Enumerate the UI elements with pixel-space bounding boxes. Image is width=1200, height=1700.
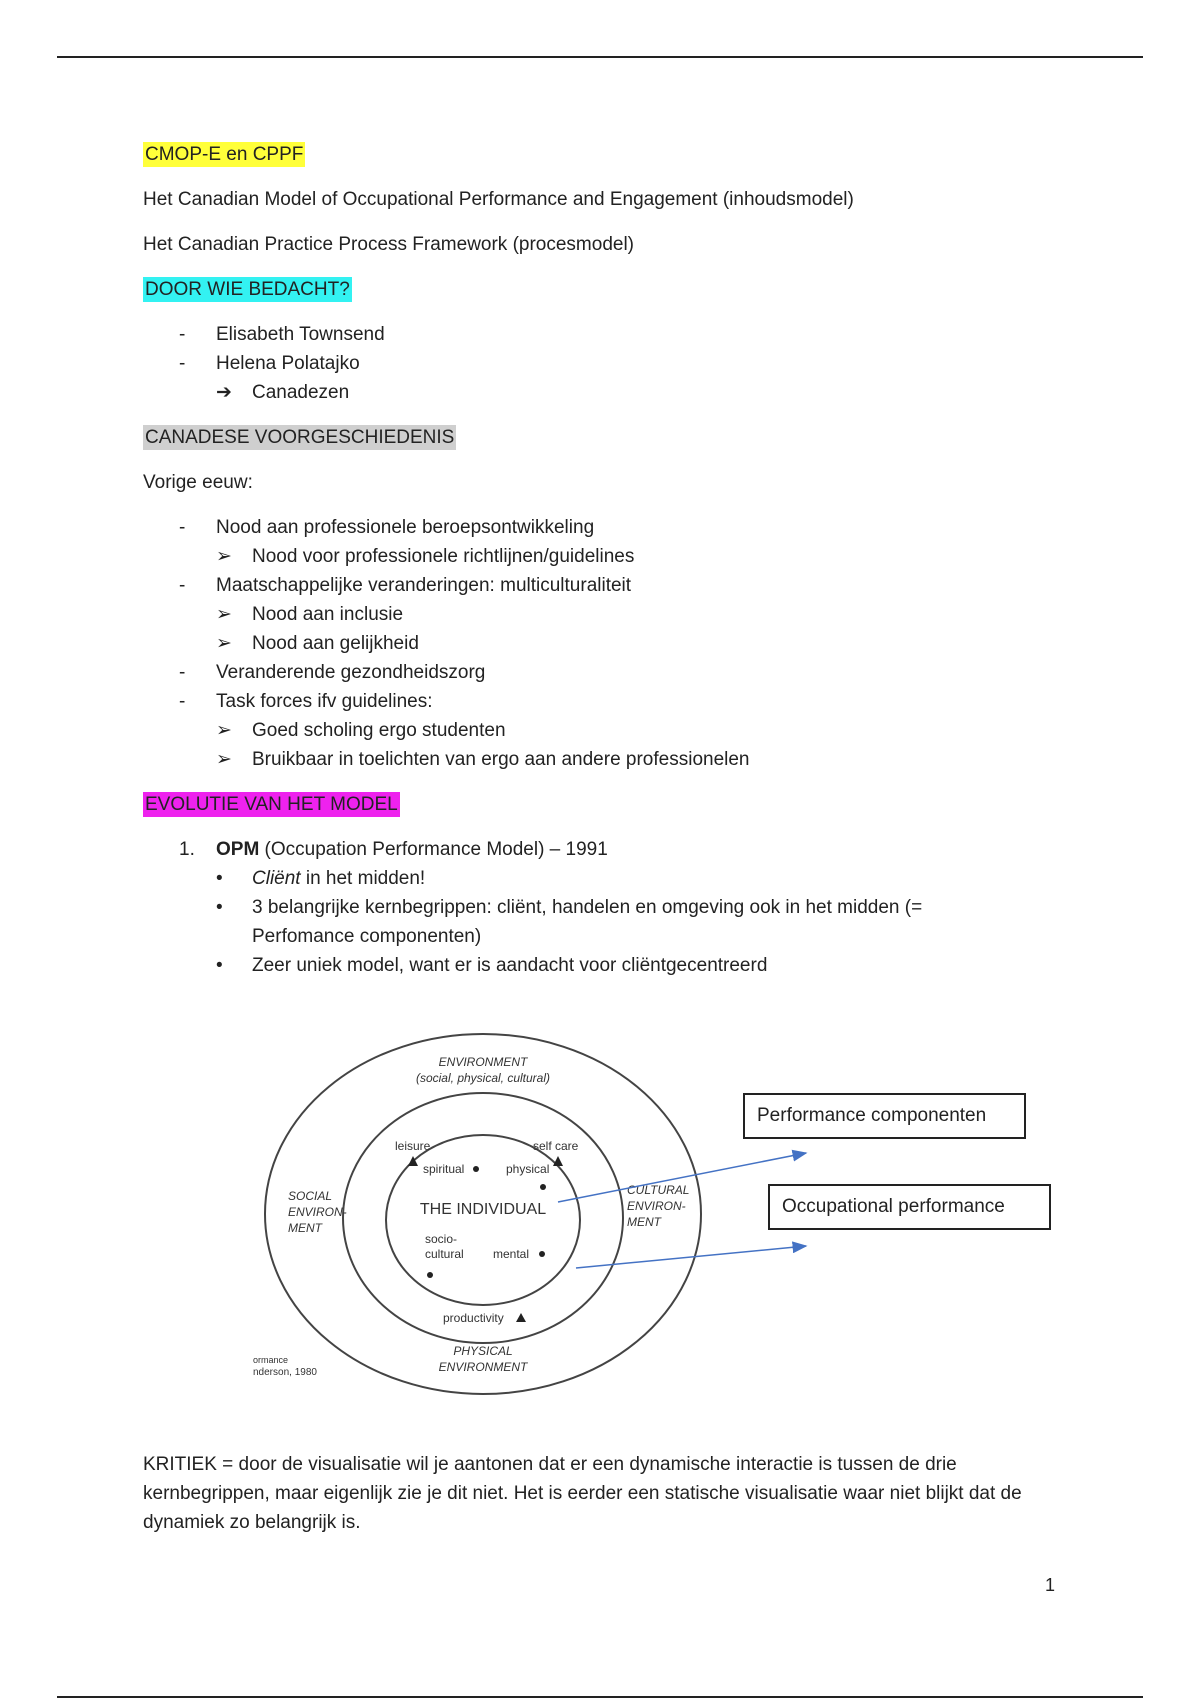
label-spiritual: spiritual xyxy=(423,1162,465,1176)
label-cultural: cultural xyxy=(425,1247,464,1261)
authors-list xyxy=(143,320,1083,407)
list-item: - Veranderende gezondheidszorg xyxy=(179,662,486,683)
triangle-icon xyxy=(553,1156,563,1166)
label-social-env-1: SOCIAL xyxy=(288,1189,333,1203)
footer-rule xyxy=(57,1696,1143,1698)
bullet-icon: • xyxy=(216,897,223,918)
dot-icon xyxy=(427,1272,433,1278)
bullet-icon: • xyxy=(216,955,223,976)
list-item: 1. OPM (Occupation Performance Model) – 1991 xyxy=(179,839,608,860)
history-list xyxy=(143,513,1083,774)
header-rule xyxy=(57,56,1143,58)
label-cultural-env-2: ENVIRON- xyxy=(627,1199,686,1213)
label-individual: THE INDIVIDUAL xyxy=(419,1201,547,1218)
line-cppf: Het Canadian Practice Process Framework (procesmodel) xyxy=(143,234,635,255)
list-item: ➢ Nood aan gelijkheid xyxy=(143,629,1083,658)
label-citation-1: ormance xyxy=(253,1355,289,1365)
heading-door-wie: DOOR WIE BEDACHT? xyxy=(145,279,350,300)
list-item: ➢ Nood aan inclusie xyxy=(143,600,1083,629)
list-item: • Cliënt in het midden! xyxy=(143,864,1083,893)
dot-icon xyxy=(473,1166,479,1172)
label-env-sub: (social, physical, cultural) xyxy=(415,1071,551,1085)
evolution-list xyxy=(143,835,1083,980)
list-item: • Zeer uniek model, want er is aandacht voor cliëntgecentreerd xyxy=(143,951,1083,980)
label-physical-env-2: ENVIRONMENT xyxy=(438,1360,528,1374)
list-item: ➢ Bruikbaar in toelichten van ergo aan andere professionelen xyxy=(143,745,1083,774)
vorige-eeuw: Vorige eeuw: xyxy=(143,472,253,493)
list-item-continuation: Perfomance componenten) xyxy=(252,926,482,947)
label-cultural-env-3: MENT xyxy=(627,1215,661,1229)
label-physical-env-1: PHYSICAL xyxy=(453,1344,513,1358)
heading-voorgeschiedenis: CANADESE VOORGESCHIEDENIS xyxy=(145,427,455,448)
list-item: ➢ Goed scholing ergo studenten xyxy=(143,716,1083,745)
label-productivity: productivity xyxy=(443,1311,504,1325)
arrowhead-bullet-icon: ➢ xyxy=(216,604,232,625)
arrow-right-icon: ➔ xyxy=(216,382,232,403)
list-item: - Task forces ifv guidelines: xyxy=(179,691,433,712)
arrowhead-bullet-icon: ➢ xyxy=(216,633,232,654)
label-self-care: self care xyxy=(533,1139,579,1153)
list-item: - Helena Polatajko xyxy=(179,353,360,374)
list-item: - Maatschappelijke veranderingen: multiculturaliteit xyxy=(179,575,632,596)
arrow-to-occupational-performance xyxy=(576,1246,806,1268)
label-environment: ENVIRONMENT xyxy=(438,1055,528,1069)
list-item: • 3 belangrijke kernbegrippen: cliënt, handelen en omgeving ook in het midden (= xyxy=(143,893,1083,922)
label-leisure: leisure xyxy=(395,1139,431,1153)
callout-occupational-performance: Occupational performance xyxy=(768,1184,1051,1230)
arrowhead-bullet-icon: ➢ xyxy=(216,546,232,567)
dot-icon xyxy=(539,1251,545,1257)
page-number: 1 xyxy=(1045,1575,1056,1595)
list-item: ➔ Canadezen xyxy=(143,378,1083,407)
callout-performance-componenten: Performance componenten xyxy=(743,1093,1026,1139)
label-citation-2: nderson, 1980 xyxy=(253,1367,317,1378)
label-social-env-2: ENVIRON- xyxy=(288,1205,347,1219)
arrowhead-bullet-icon: ➢ xyxy=(216,749,232,770)
label-mental: mental xyxy=(493,1247,530,1261)
label-physical: physical xyxy=(506,1162,550,1176)
heading-evolutie: EVOLUTIE VAN HET MODEL xyxy=(145,794,398,815)
list-item: ➢ Nood voor professionele richtlijnen/guidelines xyxy=(143,542,1083,571)
arrowhead-bullet-icon: ➢ xyxy=(216,720,232,741)
triangle-icon xyxy=(516,1313,526,1322)
heading-cmop: CMOP-E en CPPF xyxy=(145,144,304,165)
label-social-env-3: MENT xyxy=(288,1221,322,1235)
label-cultural-env-1: CULTURAL xyxy=(627,1183,690,1197)
line-cmop-e: Het Canadian Model of Occupational Performance and Engagement (inhoudsmodel) xyxy=(143,189,854,210)
list-item: - Nood aan professionele beroepsontwikkeling xyxy=(179,517,595,538)
document-page xyxy=(143,140,1083,1553)
dot-icon xyxy=(540,1184,546,1190)
opm-diagram xyxy=(143,1020,1083,1430)
bullet-icon: • xyxy=(216,868,223,889)
label-socio: socio- xyxy=(425,1232,458,1246)
list-item: - Elisabeth Townsend xyxy=(179,324,385,345)
kritiek-paragraph: KRITIEK = door de visualisatie wil je aantonen dat er een dynamische interactie is tussen de drie kernbegrippen, maar eigenlijk zie je dit niet. Het is eerder een statische visualisatie waar niet blijkt dat de dynamiek zo belangrijk is. xyxy=(143,1454,1022,1533)
